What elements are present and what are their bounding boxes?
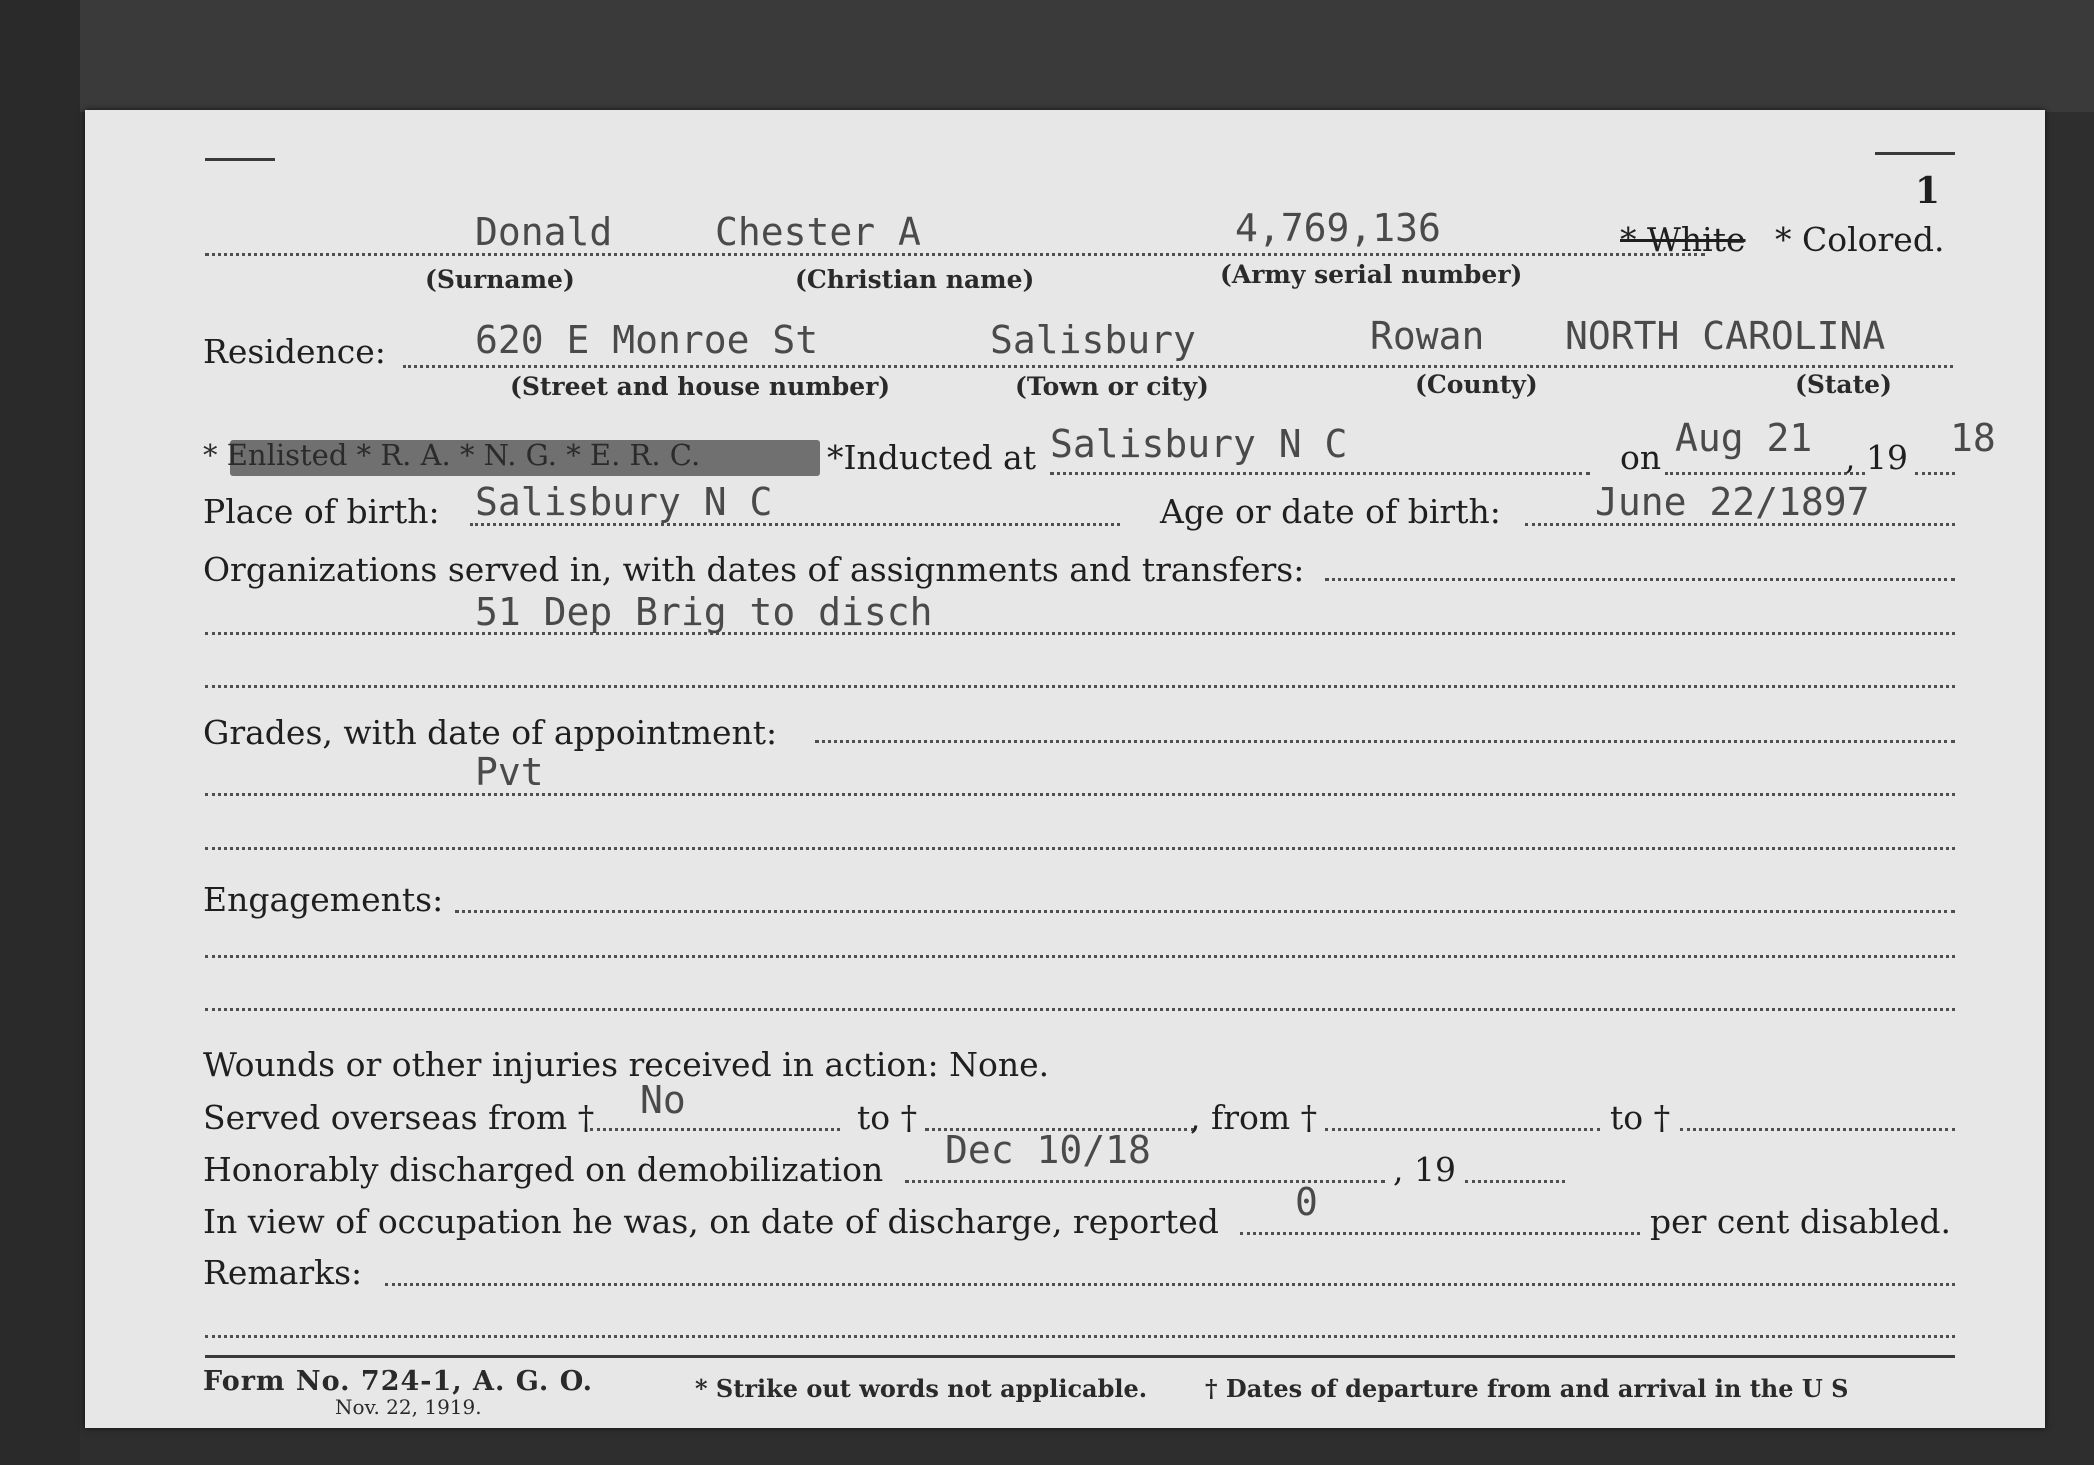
inducted-label: *Inducted at [827, 438, 1036, 477]
overseas-from-value: No [640, 1078, 686, 1122]
organizations-value: 51 Dep Brig to disch [475, 590, 933, 634]
place-of-birth-label: Place of birth: [203, 492, 440, 531]
organizations-line-1 [1325, 578, 1955, 581]
footer-rule [205, 1355, 1955, 1358]
disability-suffix: per cent disabled. [1650, 1202, 1952, 1241]
town-value: Salisbury [990, 318, 1196, 362]
induction-year-prefix: , 19 [1845, 438, 1908, 477]
card-number: 1 [1915, 170, 1941, 212]
overseas-to-label-2: to † [1610, 1098, 1671, 1137]
organizations-line-3 [205, 685, 1955, 688]
engagements-label: Engagements: [203, 880, 444, 919]
age-label: Age or date of birth: [1160, 492, 1501, 531]
remarks-line-1 [385, 1283, 1955, 1286]
caption-town: (Town or city) [1015, 372, 1209, 401]
inducted-place-line [1050, 472, 1590, 475]
county-value: Rowan [1370, 314, 1485, 358]
induction-year-value: 18 [1950, 416, 1996, 460]
engagements-line-1 [455, 910, 1955, 913]
on-label: on [1620, 438, 1662, 477]
wounds-label: Wounds or other injuries received in action: None. [203, 1045, 1050, 1084]
grades-line-2 [205, 793, 1955, 796]
strike-out-note: * Strike out words not applicable. [695, 1374, 1148, 1403]
induction-year-line [1915, 472, 1955, 475]
residence-line [403, 365, 1953, 368]
caption-county: (County) [1415, 370, 1538, 399]
service-record-card [85, 110, 2045, 1428]
corner-mark-right [1875, 152, 1955, 155]
organizations-line-2 [205, 632, 1955, 635]
grades-line-3 [205, 847, 1955, 850]
overseas-label: Served overseas from † [203, 1098, 595, 1137]
disability-line [1240, 1232, 1640, 1235]
overseas-from-label-2: , from † [1190, 1098, 1318, 1137]
scanner-background-top [0, 0, 2094, 112]
caption-serial-number: (Army serial number) [1220, 260, 1523, 289]
state-value: NORTH CAROLINA [1565, 314, 1886, 358]
form-date: Nov. 22, 1919. [335, 1395, 482, 1419]
dates-note: † Dates of departure from and arrival in the U S [1205, 1374, 1849, 1403]
discharge-year-label: , 19 [1393, 1150, 1456, 1189]
surname-value: Donald [475, 210, 613, 254]
christian-name-value: Chester A [715, 210, 921, 254]
engagements-line-3 [205, 1008, 1955, 1011]
residence-label: Residence: [203, 332, 386, 371]
caption-street: (Street and house number) [510, 372, 891, 401]
scanner-background-left [0, 0, 80, 1465]
overseas-from-line [590, 1128, 840, 1131]
overseas-from-line-2 [1325, 1128, 1600, 1131]
remarks-label: Remarks: [203, 1253, 363, 1292]
inducted-place-value: Salisbury N C [1050, 422, 1348, 466]
discharge-date-value: Dec 10/18 [945, 1128, 1151, 1172]
overseas-to-line-2 [1680, 1128, 1955, 1131]
form-number: Form No. 724-1, A. G. O. [203, 1366, 594, 1397]
grades-value: Pvt [475, 750, 544, 794]
birth-date-value: June 22/1897 [1595, 480, 1870, 524]
place-of-birth-value: Salisbury N C [475, 480, 773, 524]
corner-mark-left [205, 158, 275, 161]
induction-date-line [1665, 472, 1865, 475]
disability-value: 0 [1295, 1180, 1318, 1224]
name-line [205, 253, 1705, 256]
caption-state: (State) [1795, 370, 1892, 399]
caption-christian-name: (Christian name) [795, 265, 1035, 294]
colored-label: * Colored. [1775, 220, 1945, 259]
street-value: 620 E Monroe St [475, 318, 819, 362]
caption-surname: (Surname) [425, 265, 575, 294]
disability-label: In view of occupation he was, on date of discharge, reported [203, 1202, 1219, 1241]
serial-number-value: 4,769,136 [1235, 206, 1441, 250]
organizations-label: Organizations served in, with dates of assignments and transfers: [203, 550, 1305, 589]
discharge-label: Honorably discharged on demobilization [203, 1150, 884, 1189]
white-label: * White [1620, 220, 1746, 259]
induction-date-value: Aug 21 [1675, 416, 1813, 460]
overseas-to-label: to † [857, 1098, 918, 1137]
engagements-line-2 [205, 955, 1955, 958]
remarks-line-2 [205, 1335, 1955, 1338]
enlisted-options-struck: * Enlisted * R. A. * N. G. * E. R. C. [203, 438, 701, 472]
grades-line-1 [815, 740, 1955, 743]
grades-label: Grades, with date of appointment: [203, 713, 778, 752]
discharge-year-line [1465, 1180, 1565, 1183]
